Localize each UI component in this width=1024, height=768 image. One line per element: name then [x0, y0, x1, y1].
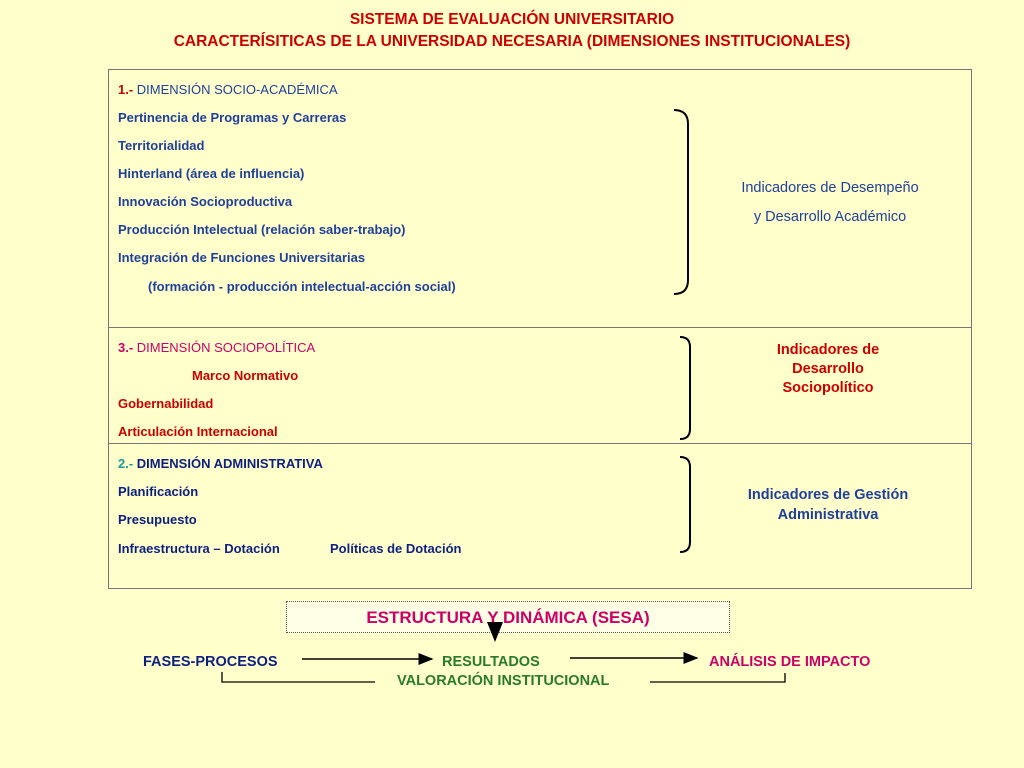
feedback-left: [222, 672, 375, 682]
valoracion-label: VALORACIÓN INSTITUCIONAL: [397, 673, 610, 689]
list-item: Presupuesto: [118, 512, 197, 527]
list-item: Pertinencia de Programas y Carreras: [118, 110, 347, 125]
list-item: Producción Intelectual (relación saber-trabajo): [118, 222, 406, 237]
bracket-sociopolitica: [680, 337, 690, 439]
indicator-sociopolitico-line3: Sociopolítico: [782, 379, 874, 396]
sociopolitica-number: 3.-: [118, 340, 134, 355]
resultados-label: RESULTADOS: [442, 654, 540, 670]
feedback-right: [650, 673, 785, 682]
indicator-desempeno-line1: Indicadores de Desempeño: [741, 180, 919, 196]
list-item: Articulación Internacional: [118, 424, 278, 439]
bracket-socio-academica: [674, 110, 688, 294]
socio-academica-number: 1.-: [118, 82, 134, 97]
bracket-administrativa: [680, 457, 690, 552]
sesa-box: ESTRUCTURA Y DINÁMICA (SESA): [286, 601, 730, 633]
analisis-impacto-label: ANÁLISIS DE IMPACTO: [709, 654, 871, 670]
sociopolitica-heading-text: DIMENSIÓN SOCIOPOLÍTICA: [136, 340, 316, 355]
indicator-sociopolitico-line1: Indicadores de: [776, 342, 880, 358]
fases-procesos-label: FASES-PROCESOS: [143, 654, 278, 670]
list-item: Innovación Socioproductiva: [118, 194, 293, 209]
list-item: Gobernabilidad: [118, 396, 214, 411]
list-item: Territorialidad: [118, 138, 205, 153]
list-item: Marco Normativo: [192, 368, 299, 383]
politicas-dotacion: Políticas de Dotación: [330, 541, 462, 556]
list-item: Infraestructura – Dotación: [118, 541, 280, 556]
list-item: Integración de Funciones Universitarias: [118, 250, 366, 265]
indicator-gestion-line2: Administrativa: [777, 506, 879, 523]
administrativa-number: 2.-: [118, 456, 134, 471]
title-line-1: SISTEMA DE EVALUACIÓN UNIVERSITARIO: [349, 11, 675, 28]
indicator-desempeno-line2: y Desarrollo Académico: [753, 208, 907, 225]
list-item: (formación - producción intelectual-acción social): [148, 279, 456, 294]
indicator-gestion-line1: Indicadores de Gestión: [747, 487, 909, 503]
title-line-2: CARACTERÍSITICAS DE LA UNIVERSIDAD NECESARIA (DIMENSIONES INSTITUCIONALES): [173, 33, 851, 50]
indicator-sociopolitico-line2: Desarrollo: [792, 360, 864, 377]
socio-academica-heading-text: DIMENSIÓN SOCIO-ACADÉMICA: [136, 82, 338, 97]
list-item: Hinterland (área de influencia): [118, 166, 305, 181]
list-item: Planificación: [118, 484, 199, 499]
administrativa-heading-text: DIMENSIÓN ADMINISTRATIVA: [136, 456, 323, 471]
